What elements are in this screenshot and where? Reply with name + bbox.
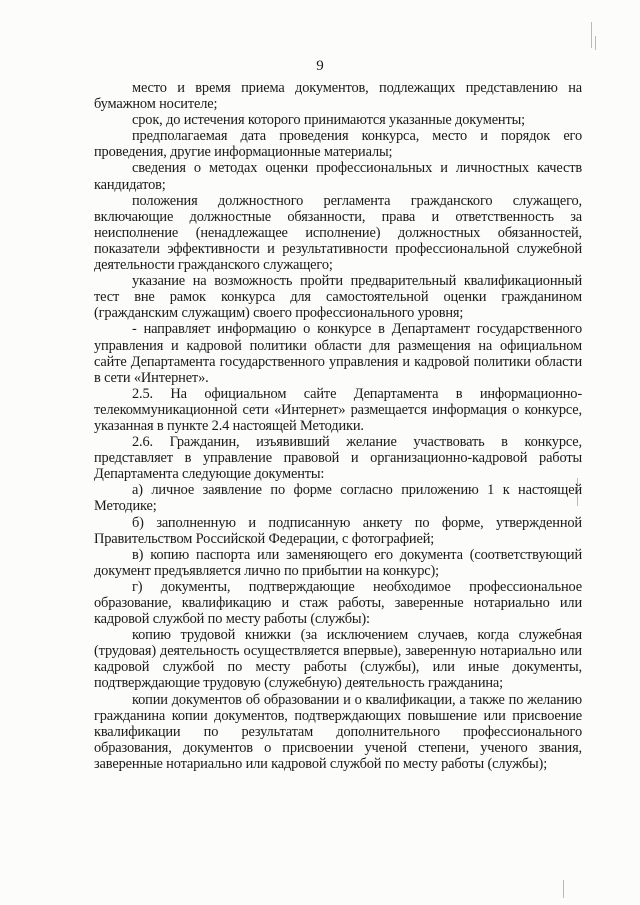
- paragraph: копию трудовой книжки (за исключением случаев, когда служебная (трудовая) деятельность осуществляется впервые), заверенную нотариально или кадровой службой по месту работы (службы), или иные документы, подтверждающие трудовую (служебную) деятельность гражданина;: [94, 627, 582, 692]
- paragraph: в) копию паспорта или заменяющего его документа (соответствующий документ предъявляется лично по прибытии на конкурс);: [94, 546, 582, 579]
- document-body: [94, 80, 582, 772]
- paragraph: место и время приема документов, подлежащих представлению на бумажном носителе;: [94, 80, 582, 113]
- scan-artifact: [595, 36, 596, 50]
- paragraph: копии документов об образовании и о квалификации, а также по желанию гражданина копии документов, подтверждающих повышение или присвоение квалификации по результатам дополнительного профессионального образования, документов о присвоении ученой степени, ученого звания, заверенные нотариально или кадровой службой по месту работы (службы);: [94, 691, 582, 772]
- paragraph: срок, до истечения которого принимаются указанные документы;: [132, 112, 525, 129]
- paragraph: сведения о методах оценки профессиональных и личностных качеств кандидатов;: [94, 160, 582, 193]
- paragraph: 2.5. На официальном сайте Департамента в информационно-телекоммуникационной сети «Интернет» размещается информация о конкурсе, указанная в пункте 2.4 настоящей Методики.: [94, 385, 582, 434]
- scan-artifact: [591, 22, 592, 48]
- page-number: 9: [316, 58, 324, 74]
- scan-artifact: [563, 880, 564, 898]
- paragraph: положения должностного регламента гражданского служащего, включающие должностные обязанности, права и ответственность за неисполнение (ненадлежащее исполнение) должностных обязанностей, показатели эффективности и результативности профессиональной служебной деятельности гражданского служащего;: [94, 192, 582, 274]
- paragraph: - направляет информацию о конкурсе в Департамент государственного управления и кадровой политики области для размещения на официальном сайте Департамента государственного управления и кадровой политики области в сети «Интернет».: [94, 321, 582, 386]
- paragraph: указание на возможность пройти предварительный квалификационный тест вне рамок конкурса для самостоятельной оценки гражданином (гражданским служащим) своего профессионального уровня;: [94, 273, 582, 322]
- paragraph: б) заполненную и подписанную анкету по форме, утвержденной Правительством Российской Федерации, с фотографией;: [94, 514, 582, 547]
- paragraph: а) личное заявление по форме согласно приложению 1 к настоящей Методике;: [94, 482, 582, 515]
- paragraph: 2.6. Гражданин, изъявивший желание участвовать в конкурсе, представляет в управление правовой и организационно-кадровой работы Департамента следующие документы:: [94, 434, 582, 483]
- paragraph: предполагаемая дата проведения конкурса, место и порядок его проведения, другие информационные материалы;: [94, 128, 582, 161]
- paragraph: г) документы, подтверждающие необходимое профессиональное образование, квалификацию и стаж работы, заверенные нотариально или кадровой службой по месту работы (службы):: [94, 578, 582, 628]
